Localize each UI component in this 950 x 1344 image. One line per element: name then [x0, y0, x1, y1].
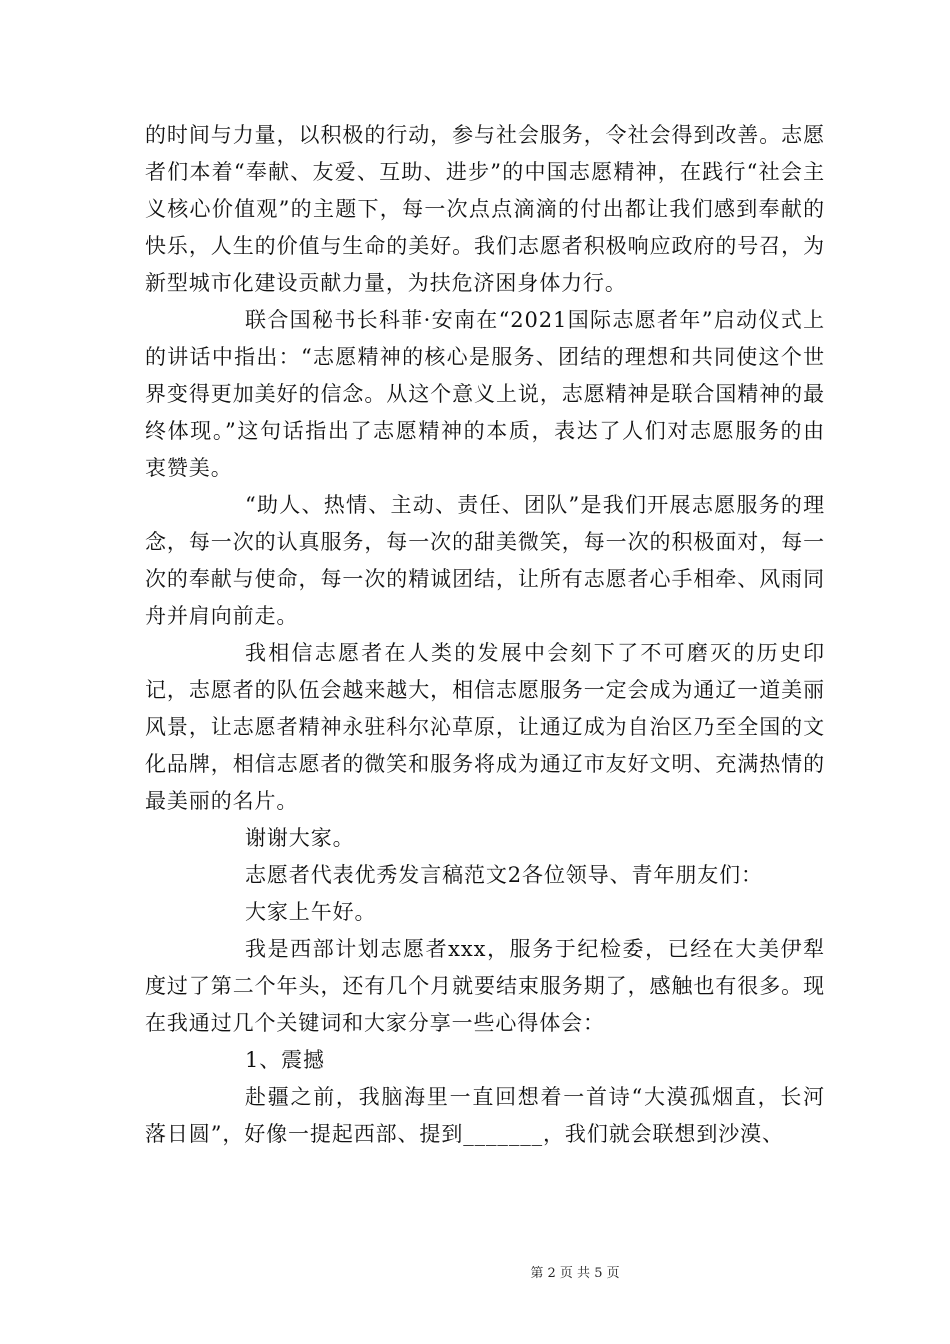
paragraph: 志愿者代表优秀发言稿范文2各位领导、青年朋友们： — [245, 863, 763, 887]
paragraph: 我是西部计划志愿者xxx，服务于纪检委，已经在大美伊犁度过了第二个年头，还有几个月就要结束服务期了，感触也有很多。现在我通过几个关键词和大家分享一些心得体会： — [145, 937, 825, 1035]
paragraph: 的时间与力量，以积极的行动，参与社会服务，令社会得到改善。志愿者们本着“奉献、友爱、互助、进步”的中国志愿精神，在践行“社会主义核心价值观”的主题下，每一次点点滴滴的付出都让我们感到奉献的快乐，人生的价值与生命的美好。我们志愿者积极响应政府的号召，为新型城市化建设贡献力量，为扶危济困身体力行。 — [145, 123, 825, 295]
paragraph: 我相信志愿者在人类的发展中会刻下了不可磨灭的历史印记，志愿者的队伍会越来越大，相信志愿服务一定会成为通辽一道美丽风景，让志愿者精神永驻科尔沁草原，让通辽成为自治区乃至全国的文化品牌，相信志愿者的微笑和服务将成为通辽市友好文明、充满热情的最美丽的名片。 — [145, 641, 825, 813]
page-number-footer: 第 2 页 共 5 页 — [530, 1266, 620, 1281]
paragraph: “助人、热情、主动、责任、团队”是我们开展志愿服务的理念，每一次的认真服务，每一次的甜美微笑，每一次的积极面对，每一次的奉献与使命，每一次的精诚团结，让所有志愿者心手相牵、风雨同舟并肩向前走。 — [145, 493, 825, 628]
paragraph: 赴疆之前，我脑海里一直回想着一首诗“大漠孤烟直，长河落日圆”，好像一提起西部、提到_______，我们就会联想到沙漠、 — [145, 1085, 825, 1146]
paragraph: 谢谢大家。 — [245, 826, 355, 850]
paragraph: 大家上午好。 — [245, 900, 377, 924]
paragraph: 1、震撼 — [245, 1048, 325, 1072]
paragraph: 联合国秘书长科菲·安南在“2021国际志愿者年”启动仪式上的讲话中指出：“志愿精神的核心是服务、团结的理想和共同使这个世界变得更加美好的信念。从这个意义上说，志愿精神是联合国精神的最终体现。”这句话指出了志愿精神的本质，表达了人们对志愿服务的由衷赞美。 — [145, 308, 825, 480]
document-body — [145, 117, 825, 1153]
